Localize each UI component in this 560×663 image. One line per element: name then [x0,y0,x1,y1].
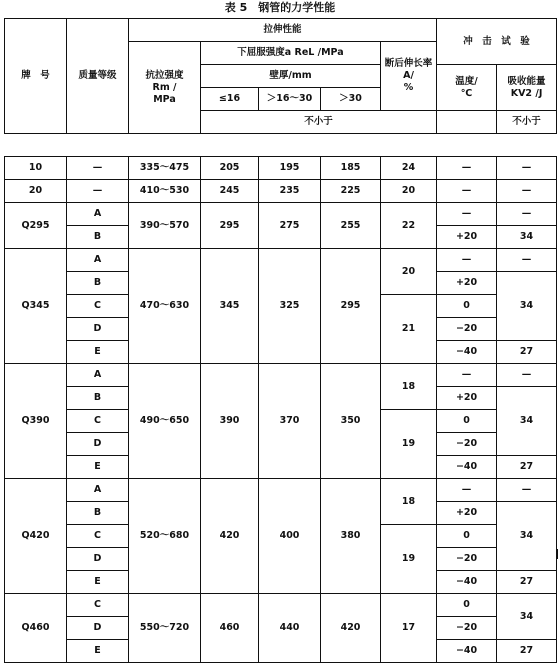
energy-cell: — [497,157,557,180]
energy-cell: 34 [497,226,557,249]
tensile-cell: 550～720 [129,594,201,663]
yield-cell: 235 [259,180,321,203]
table-footer-frame [4,549,558,559]
quality-cell: D [67,617,129,640]
temperature-header [437,65,497,111]
tensile-cell: 490～650 [129,364,201,479]
energy-cell: 34 [497,387,557,456]
grade-header: 牌 号 [5,19,67,134]
temperature-cell: 0 [437,525,497,548]
temperature-cell: 0 [437,410,497,433]
wall-thickness-header: 壁厚/mm [201,65,381,88]
yield-cell: 350 [321,364,381,479]
absorbed-energy-label: 吸收能量 [507,75,546,87]
absorbed-energy-header [497,65,557,111]
header-row [5,19,557,42]
quality-cell: E [67,571,129,594]
tensile-cell: 390～570 [129,203,201,249]
quality-cell: A [67,364,129,387]
yield-cell: 185 [321,157,381,180]
wall-range-3: ＞30 [321,88,381,111]
temperature-unit: ℃ [460,87,473,99]
energy-cell: 27 [497,640,557,663]
impact-group-header: 冲 击 试 验 [437,19,557,65]
quality-cell: C [67,295,129,318]
energy-cell: — [497,479,557,502]
elongation-cell: 19 [381,410,437,479]
temperature-label: 温度/ [455,75,478,87]
quality-cell: — [67,157,129,180]
quality-header: 质量等级 [67,19,129,134]
wall-range-2: ＞16～30 [259,88,321,111]
grade-cell: Q420 [5,479,67,594]
grade-cell: 10 [5,157,67,180]
temperature-cell: −20 [437,318,497,341]
wall-range-1: ≤16 [201,88,259,111]
tensile-cell: 410～530 [129,180,201,203]
elongation-symbol: A/ [403,70,414,81]
yield-cell: 255 [321,203,381,249]
quality-cell: E [67,640,129,663]
temperature-cell: +20 [437,502,497,525]
table-row [5,594,557,617]
quality-cell: E [67,341,129,364]
quality-cell: C [67,410,129,433]
quality-cell: E [67,456,129,479]
yield-cell: 195 [259,157,321,180]
grade-cell: Q390 [5,364,67,479]
rm-unit: MPa [153,93,176,105]
temperature-cell: −40 [437,341,497,364]
quality-cell: B [67,272,129,295]
quality-cell: A [67,203,129,226]
elongation-cell: 24 [381,157,437,180]
yield-header: 下屈服强度a ReL /MPa [201,42,381,65]
min-label-impact: 不小于 [497,111,557,134]
quality-cell: C [67,525,129,548]
elongation-cell: 19 [381,525,437,594]
yield-cell: 325 [259,249,321,364]
tensile-strength-header [129,42,201,134]
temperature-cell: −40 [437,456,497,479]
separator-row [5,134,557,157]
yield-cell: 390 [201,364,259,479]
grade-cell: Q460 [5,594,67,663]
elongation-cell: 21 [381,295,437,364]
elongation-cell: 18 [381,479,437,525]
tensile-cell: 470～630 [129,249,201,364]
tensile-strength-label: 抗拉强度 [145,69,184,81]
yield-cell: 400 [259,479,321,594]
yield-cell: 245 [201,180,259,203]
table-row [5,203,557,226]
elongation-label: 断后伸长率 [384,58,433,69]
tensile-group-header: 拉伸性能 [129,19,437,42]
quality-cell: A [67,479,129,502]
yield-cell: 420 [201,479,259,594]
energy-cell: 27 [497,571,557,594]
elongation-cell: 18 [381,364,437,410]
energy-cell: — [497,249,557,272]
yield-cell: 345 [201,249,259,364]
energy-cell: 34 [497,272,557,341]
energy-cell: 27 [497,456,557,479]
temperature-cell: — [437,180,497,203]
yield-cell: 295 [321,249,381,364]
temperature-cell: +20 [437,387,497,410]
yield-cell: 380 [321,479,381,594]
grade-cell: Q295 [5,203,67,249]
temperature-cell: +20 [437,272,497,295]
temperature-cell: — [437,364,497,387]
temperature-cell: — [437,203,497,226]
yield-cell: 295 [201,203,259,249]
energy-cell: — [497,203,557,226]
quality-cell: A [67,249,129,272]
mechanical-properties-table [4,18,557,663]
energy-cell: — [497,180,557,203]
temperature-cell: — [437,479,497,502]
grade-cell: Q345 [5,249,67,364]
energy-cell: 34 [497,594,557,640]
temperature-cell: −20 [437,617,497,640]
yield-cell: 225 [321,180,381,203]
elongation-header [381,42,437,111]
yield-cell: 370 [259,364,321,479]
separator-cell [5,134,557,157]
quality-cell: C [67,594,129,617]
yield-cell: 460 [201,594,259,663]
energy-cell: 34 [497,502,557,571]
table-row [5,157,557,180]
temperature-cell: — [437,249,497,272]
yield-cell: 275 [259,203,321,249]
quality-cell: D [67,318,129,341]
temperature-cell: −20 [437,548,497,571]
rm-symbol: Rm / [152,81,177,93]
quality-cell: D [67,548,129,571]
tensile-cell: 335～475 [129,157,201,180]
elongation-cell: 20 [381,180,437,203]
temperature-cell: +20 [437,226,497,249]
yield-cell: 205 [201,157,259,180]
temperature-cell: −20 [437,433,497,456]
energy-cell: — [497,364,557,387]
quality-cell: — [67,180,129,203]
elongation-unit: % [403,82,414,93]
temperature-cell: — [437,157,497,180]
yield-cell: 440 [259,594,321,663]
temperature-cell: −40 [437,640,497,663]
grade-cell: 20 [5,180,67,203]
table-row [5,364,557,387]
table-row [5,249,557,272]
energy-cell: 27 [497,341,557,364]
elongation-cell: 17 [381,594,437,663]
elongation-cell: 20 [381,249,437,295]
table-row [5,180,557,203]
quality-cell: B [67,226,129,249]
yield-cell: 420 [321,594,381,663]
elongation-cell: 22 [381,203,437,249]
absorbed-energy-unit: KV2 /J [510,87,543,99]
temperature-cell: 0 [437,594,497,617]
quality-cell: D [67,433,129,456]
temperature-blank [437,111,497,134]
min-label-tensile: 不小于 [201,111,437,134]
table-caption: 表 5 钢管的力学性能 [224,1,336,14]
quality-cell: B [67,502,129,525]
table-row [5,479,557,502]
quality-cell: B [67,387,129,410]
temperature-cell: −40 [437,571,497,594]
temperature-cell: 0 [437,295,497,318]
tensile-cell: 520～680 [129,479,201,594]
